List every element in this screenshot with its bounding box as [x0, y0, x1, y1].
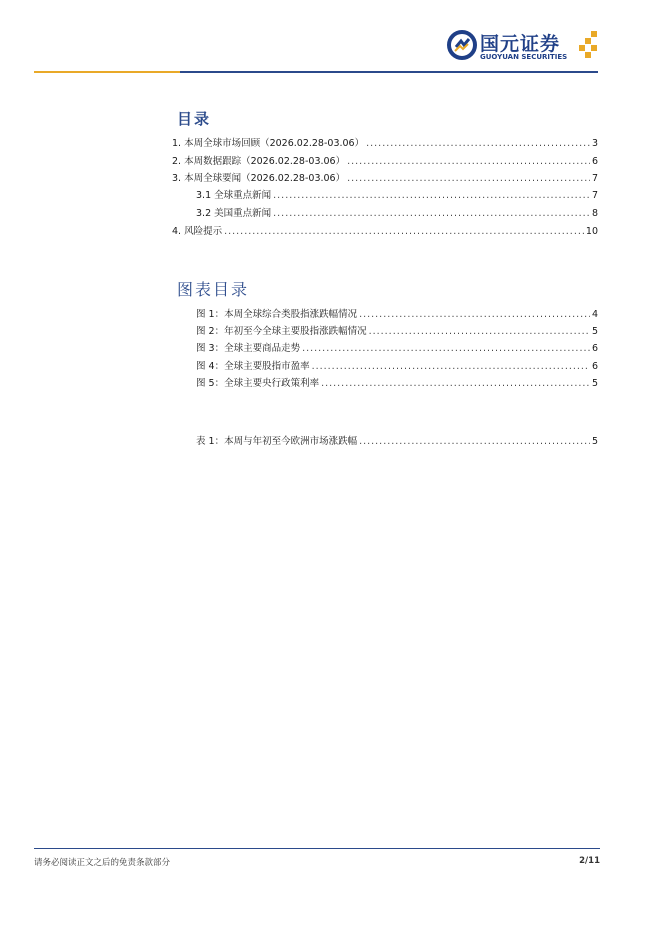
- toc-title: 目录: [177, 110, 212, 128]
- figure-entry[interactable]: [196, 377, 598, 391]
- toc-entry-page: 7: [591, 173, 598, 184]
- table-entry[interactable]: [196, 435, 598, 449]
- figure-entry-label: 图 1：本周全球综合类股指涨跌幅情况: [196, 309, 358, 320]
- figure-entry-page: 6: [591, 361, 598, 372]
- footer-page-number: 2/11: [579, 856, 600, 866]
- figure-entry-page: 5: [591, 326, 598, 337]
- toc-entry-page: 10: [585, 226, 598, 237]
- header-rule-gold: [34, 71, 180, 73]
- toc-leader: [224, 225, 584, 239]
- toc-entry-page: 3: [591, 138, 598, 149]
- figure-entry-label: 图 4：全球主要股指市盈率: [196, 361, 310, 372]
- logo-decoration-icon: [577, 31, 601, 59]
- toc-leader: [347, 155, 590, 169]
- toc-entry-label: 3.2 美国重点新闻: [196, 208, 272, 219]
- toc-entry-label: 3. 本周全球要闻（2026.02.28-03.06）: [172, 173, 346, 184]
- toc-leader: [347, 172, 590, 186]
- figure-entry-label: 图 5：全球主要央行政策利率: [196, 378, 320, 389]
- figure-leader: [302, 342, 590, 356]
- toc-leader: [273, 207, 590, 221]
- toc-entry-label: 2. 本周数据跟踪（2026.02.28-03.06）: [172, 156, 346, 167]
- figure-leader: [321, 377, 590, 391]
- toc-entry[interactable]: [196, 207, 598, 221]
- figure-list-title: 图表目录: [177, 280, 250, 299]
- figure-leader: [369, 325, 590, 339]
- toc-leader: [273, 189, 590, 203]
- toc-entry-label: 1. 本周全球市场回顾（2026.02.28-03.06）: [172, 138, 365, 149]
- figure-entry-page: 6: [591, 343, 598, 354]
- toc-entry[interactable]: [172, 137, 598, 151]
- figure-entry-page: 5: [591, 378, 598, 389]
- toc-leader: [366, 137, 590, 151]
- toc-entry[interactable]: [196, 189, 598, 203]
- logo-english-name: GUOYUAN SECURITIES: [480, 53, 568, 61]
- toc-entry[interactable]: [172, 225, 598, 239]
- table-entry-page: 5: [591, 436, 598, 447]
- figure-entry[interactable]: [196, 360, 598, 374]
- toc-entry-page: 8: [591, 208, 598, 219]
- toc-entry[interactable]: [172, 155, 598, 169]
- table-leader: [359, 435, 590, 449]
- toc-entry-label: 3.1 全球重点新闻: [196, 190, 272, 201]
- figure-entry[interactable]: [196, 325, 598, 339]
- toc-entry-page: 6: [591, 156, 598, 167]
- figure-leader: [359, 308, 590, 322]
- toc-entry[interactable]: [172, 172, 598, 186]
- footer-rule: [34, 848, 600, 849]
- toc-entry-label: 4. 风险提示: [172, 226, 223, 237]
- figure-entry[interactable]: [196, 308, 598, 322]
- figure-entry-label: 图 3：全球主要商品走势: [196, 343, 301, 354]
- logo-emblem-icon: [447, 30, 477, 60]
- figure-leader: [312, 360, 590, 374]
- company-logo: [447, 28, 607, 68]
- figure-entry-label: 图 2：年初至今全球主要股指涨跌幅情况: [196, 326, 367, 337]
- toc-entry-page: 7: [591, 190, 598, 201]
- figure-entry-page: 4: [591, 309, 598, 320]
- header-rule-blue: [180, 71, 598, 73]
- table-entry-label: 表 1：本周与年初至今欧洲市场涨跌幅: [196, 436, 358, 447]
- logo-chinese-name: 国元证券: [480, 33, 561, 55]
- figure-entry[interactable]: [196, 342, 598, 356]
- footer-disclaimer: 请务必阅读正文之后的免责条款部分: [34, 858, 171, 868]
